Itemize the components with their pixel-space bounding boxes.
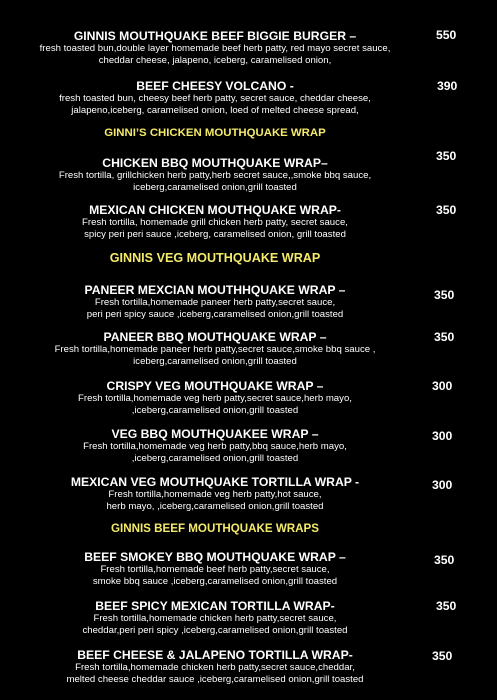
section-heading: GINNIS VEG MOUTHQUAKE WRAP [109,251,321,265]
menu-item [0,330,497,367]
item-name: CRISPY VEG MOUTHQUAKE WRAP – [106,379,324,393]
item-price: 350 [436,203,457,217]
item-desc: Fresh tortilla,homemade veg herb patty,hot sauce, [108,489,322,500]
item-desc: cheddar cheese, jalapeno, iceberg, caramelised onion, [98,54,332,66]
item-desc: Fresh tortilla, grillchicken herb patty,herb secret sauce,,smoke bbq sauce, [58,170,372,181]
menu-item [0,79,497,116]
item-price: 350 [436,599,457,613]
item-price: 350 [434,553,455,567]
item-desc: fresh toasted bun,double layer homemade beef herb patty, red mayo secret sauce, [39,43,391,54]
item-desc: Fresh tortilla,homemade veg herb patty,secret sauce,herb mayo, [78,393,352,404]
item-name: MEXICAN VEG MOUTHQUAKE TORTILLA WRAP - [70,475,360,489]
item-desc: smoke bbq sauce ,iceberg,caramelised onion,grill toasted [92,575,338,587]
menu-item [0,550,497,587]
item-name: GINNIS MOUTHQUAKE BEEF BIGGIE BURGER – [73,29,357,43]
menu-item [0,203,497,240]
item-price: 390 [437,79,458,93]
item-name: PANEER BBQ MOUTHQUAKE WRAP – [103,330,327,344]
menu-item [0,599,497,636]
menu-item [0,29,497,66]
item-desc: iceberg,caramelised onion,grill toasted [133,355,297,367]
item-price: 350 [436,149,457,163]
menu-item [0,379,497,416]
item-name: BEEF CHEESY VOLCANO - [136,79,294,93]
item-desc: Fresh tortilla,homemade paneer herb patty,secret sauce, [94,297,336,308]
item-desc: Fresh tortilla,homemade chicken herb patty,secret sauce, [93,613,337,624]
item-name: MEXICAN CHICKEN MOUTHQUAKE WRAP- [89,203,341,217]
item-desc: ,iceberg,caramelised onion,grill toasted [131,404,299,416]
item-desc: herb mayo, ,iceberg,caramelised onion,grill toasted [106,500,324,512]
item-desc: fresh toasted bun, cheesy beef herb patty, secret sauce, cheddar cheese, [59,93,371,104]
item-desc: spicy peri peri sauce ,iceberg, caramelised onion, grill toasted [84,228,346,240]
item-price: 350 [434,330,455,344]
menu-item [0,475,497,512]
item-name: PANEER MEXCIAN MOUTHHQUAKE WRAP – [84,283,346,297]
item-desc: iceberg,caramelised onion,grill toasted [133,181,297,193]
item-desc: Fresh tortilla,homemade paneer herb patty,secret sauce,smoke bbq sauce , [54,344,376,355]
item-desc: Fresh tortilla, homemade grill chicken herb patty, secret sauce, [82,217,348,228]
menu-item [0,648,497,685]
item-price: 350 [434,288,455,302]
item-desc: melted cheese cheddar sauce ,iceberg,caramelised onion,grill toasted [66,673,364,685]
item-desc: Fresh tortilla,homemade chicken herb patty,secret sauce,cheddar, [75,662,355,673]
item-price: 350 [432,649,453,663]
item-desc: peri peri spicy sauce ,iceberg,caramelised onion,grill toasted [86,308,344,320]
item-name: CHICKEN BBQ MOUTHQUAKE WRAP– [102,156,328,170]
item-desc: Fresh tortilla,homemade beef herb patty,secret sauce, [100,564,330,575]
item-name: BEEF SMOKEY BBQ MOUTHQUAKE WRAP – [84,550,346,564]
section-heading: GINNIS BEEF MOUTHQUAKE WRAPS [110,522,320,535]
section-heading: GINNI’S CHICKEN MOUTHQUAKE WRAP [104,127,326,139]
item-desc: jalapeno,iceberg, caramelised onion, loed of melted cheese spread, [71,104,359,116]
item-desc: ,iceberg,caramelised onion,grill toasted [131,452,299,464]
menu-item [0,283,497,320]
item-price: 300 [432,379,453,393]
item-price: 300 [432,429,453,443]
item-price: 300 [432,478,453,492]
item-name: VEG BBQ MOUTHQUAKEE WRAP – [111,427,319,441]
menu-item [0,156,497,193]
item-name: BEEF CHEESE & JALAPENO TORTILLA WRAP- [77,648,353,662]
menu-item [0,427,497,464]
item-name: BEEF SPICY MEXICAN TORTILLA WRAP- [95,599,335,613]
item-desc: Fresh tortilla,homemade veg herb patty,bbq sauce,herb mayo, [83,441,347,452]
item-desc: cheddar,peri peri spicy ,iceberg,caramelised onion,grill toasted [82,624,348,636]
item-price: 550 [436,28,457,42]
